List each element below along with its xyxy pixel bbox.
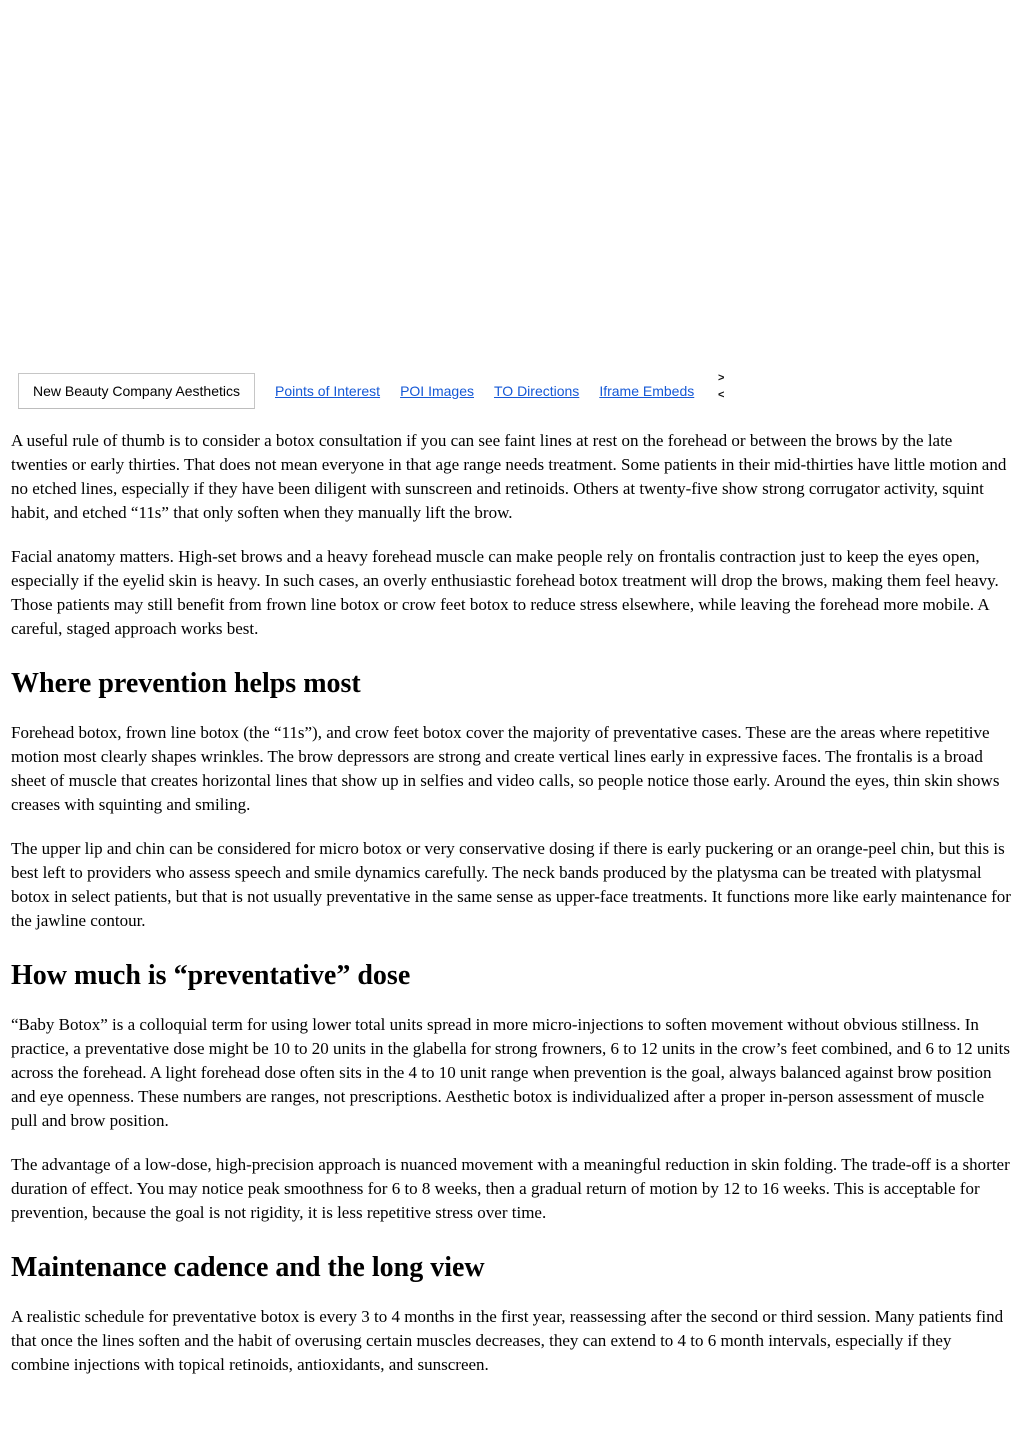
paragraph-prevention-areas: Forehead botox, frown line botox (the “11s”), and crow feet botox cover the majority of preventative cases. These are the areas where repetitive motion most clearly shapes wrinkles. The brow depressors are strong and create vertical lines early in expressive faces. The frontalis is a broad sheet of muscle that creates horizontal lines that show up in selfies and video calls, so people notice those early. Around the eyes, thin skin shows creases with squinting and smiling. [11,723,1000,814]
tab-new-beauty-company-aesthetics[interactable]: New Beauty Company Aesthetics [18,373,255,409]
tab-scroll-arrows [718,373,724,400]
tab-poi-images[interactable]: POI Images [400,382,474,399]
tab-iframe-embeds[interactable]: Iframe Embeds [599,382,695,399]
section-heading-where-prevention-helps-most: Where prevention helps most [11,668,361,699]
paragraph-low-dose-tradeoff: The advantage of a low-dose, high-precision approach is nuanced movement with a meaningful reduction in skin folding. The trade-off is a shorter duration of effect. You may notice peak smoothness for 6 to 8 weeks, then a gradual return of motion by 12 to 16 weeks. This is acceptable for prevention, because the goal is not rigidity, it is less repetitive stress over time. [11,1155,1010,1222]
scroll-right-icon[interactable]: > [718,372,725,384]
article [0,429,1024,1377]
paragraph-facial-anatomy: Facial anatomy matters. High-set brows and a heavy forehead muscle can make people rely on frontalis contraction just to keep the eyes open, especially if the eyelid skin is heavy. In such cases, an overly enthusiastic forehead botox treatment will drop the brows, making them feel heavy. Those patients may still benefit from frown line botox or crow feet botox to reduce stress elsewhere, while leaving the forehead more mobile. A careful, staged approach works best. [11,547,999,638]
scroll-left-icon[interactable]: < [718,389,725,401]
map-embed-placeholder [0,0,1024,372]
paragraph-baby-botox-dosing: “Baby Botox” is a colloquial term for using lower total units spread in more micro-injections to soften movement without obvious stillness. In practice, a preventative dose might be 10 to 20 units in the glabella for strong frowners, 6 to 12 units in the crow’s feet combined, and 6 to 12 units across the forehead. A light forehead dose often sits in the 4 to 10 unit range when prevention is the goal, always balanced against brow position and eye openness. These numbers are ranges, not prescriptions. Aesthetic botox is individualized after a proper in-person assessment of muscle pull and brow position. [11,1015,1010,1130]
paragraph-lip-chin-neck: The upper lip and chin can be considered for micro botox or very conservative dosing if there is early puckering or an orange-peel chin, but this is best left to providers who assess speech and smile dynamics carefully. The neck bands produced by the platysma can be treated with platysmal botox in select patients, but that is not usually preventative in the same sense as upper-face treatments. It functions more like early maintenance for the jawline contour. [11,839,1011,930]
tab-points-of-interest[interactable]: Points of Interest [275,382,381,399]
paragraph-maintenance-schedule: A realistic schedule for preventative botox is every 3 to 4 months in the first year, reassessing after the second or third session. Many patients find that once the lines soften and the habit of overusing certain muscles decreases, they can extend to 4 to 6 month intervals, especially if they combine injections with topical retinoids, antioxidants, and sunscreen. [11,1307,1004,1374]
section-heading-preventative-dose: How much is “preventative” dose [11,960,411,991]
paragraph-rule-of-thumb: A useful rule of thumb is to consider a botox consultation if you can see faint lines at rest on the forehead or between the brows by the late twenties or early thirties. That does not mean everyone in that age range needs treatment. Some patients in their mid-thirties have little motion and no etched lines, especially if they have been diligent with sunscreen and retinoids. Others at twenty-five show strong corrugator activity, squint habit, and etched “11s” that only soften when they manually lift the brow. [11,431,1007,522]
section-heading-maintenance-cadence: Maintenance cadence and the long view [11,1252,485,1283]
tab-to-directions[interactable]: TO Directions [493,382,580,399]
tab-bar [18,372,1024,409]
